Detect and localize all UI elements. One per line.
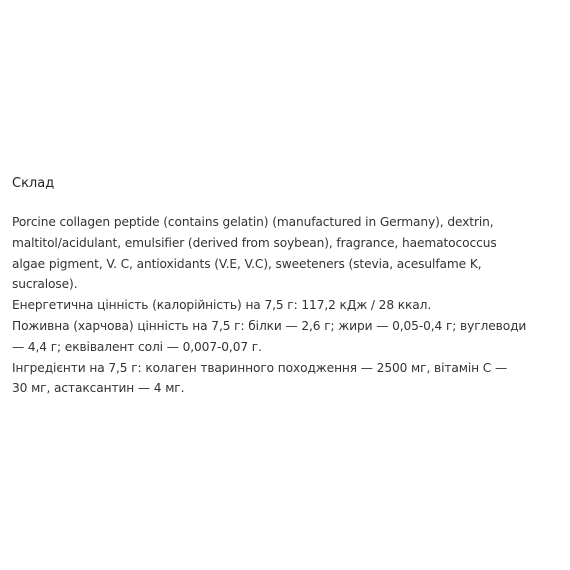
nutrition-line-1: Поживна (харчова) цінність на 7,5 г: білки — 2,6 г; жири — 0,05-0,4 г; вуглеводи [12, 318, 527, 333]
energy-value-text [12, 295, 560, 316]
composition-line-1: Porcine collagen peptide (contains gelatin) (manufactured in Germany), dextrin, [12, 215, 494, 229]
nutrition-line-2: — 4,4 г; еквівалент солі — 0,007-0,07 г. [12, 339, 262, 354]
ingredients-line-2: 30 мг, астаксантин — 4 мг. [12, 381, 185, 396]
composition-text [12, 212, 560, 295]
ingredients-line-1: Інгредієнти на 7,5 г: колаген тваринного походження — 2500 мг, вітамін С — [12, 360, 508, 375]
composition-section [12, 174, 560, 399]
composition-line-2: maltitol/acidulant, emulsifier (derived from soybean), fragrance, haematococcus [12, 235, 497, 250]
nutrition-value-text [12, 316, 560, 358]
composition-line-4: sucralose). [12, 277, 78, 292]
composition-line-3: algae pigment, V. C, antioxidants (V.E, V.C), sweeteners (stevia, acesulfame K, [12, 256, 482, 271]
energy-line-1: Енергетична цінність (калорійність) на 7,5 г: 117,2 кДж / 28 ккал. [12, 298, 432, 313]
section-title: Склад [12, 176, 55, 191]
ingredients-text [12, 358, 560, 400]
